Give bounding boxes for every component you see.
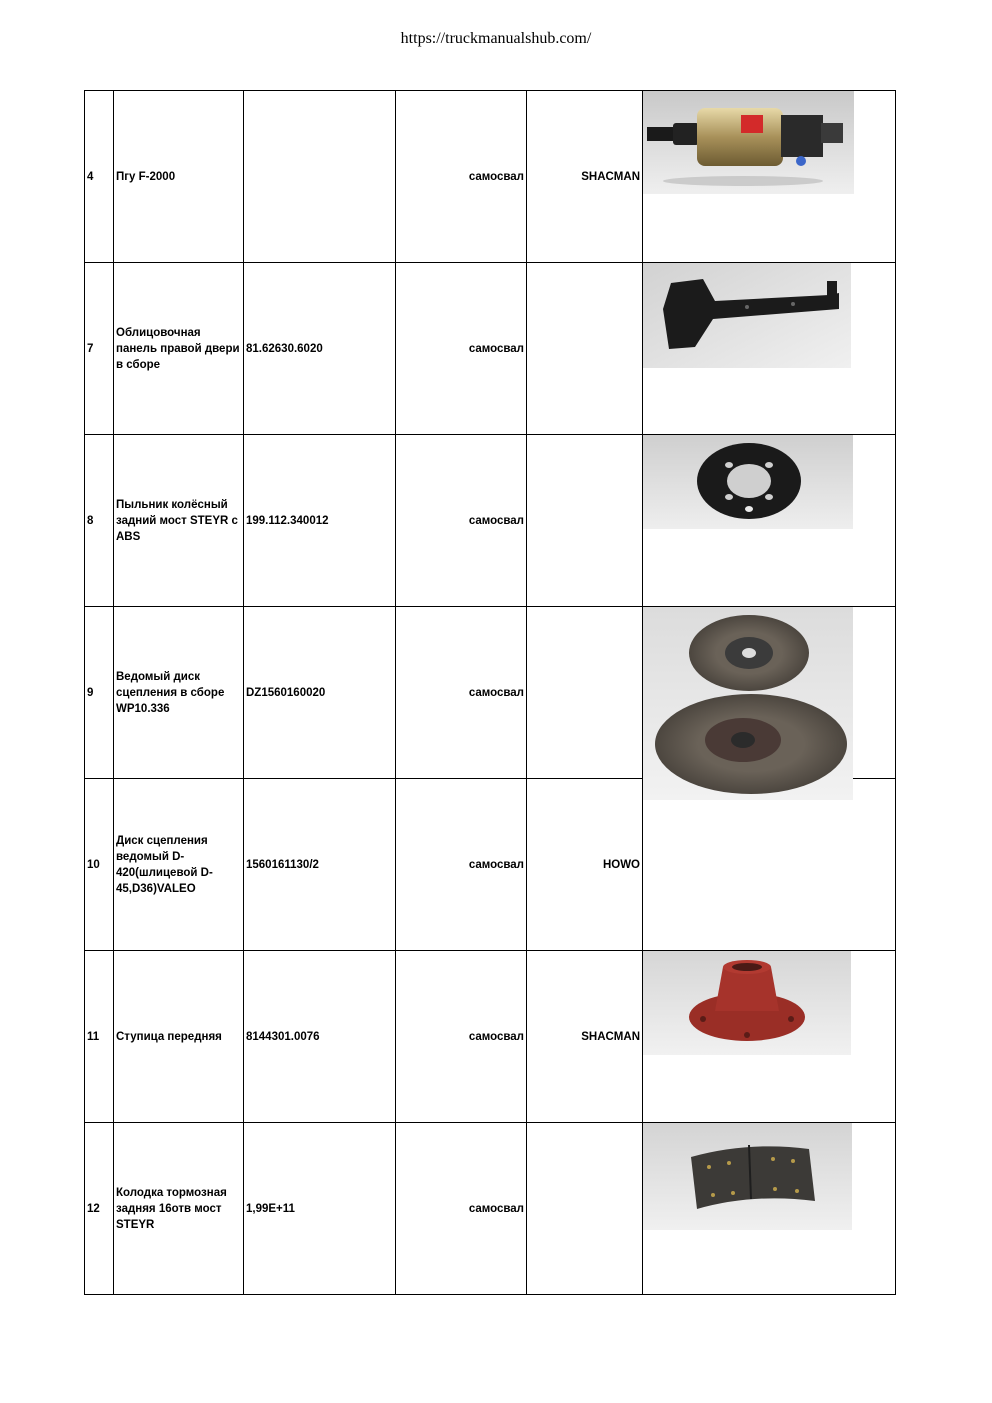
part-number: 1560161130/2 bbox=[244, 779, 396, 951]
table-row bbox=[85, 607, 896, 779]
table-row bbox=[85, 435, 896, 607]
part-name: Колодка тормозная задняя 16отв мост STEYR bbox=[114, 1123, 244, 1295]
row-number: 11 bbox=[85, 951, 114, 1123]
table-row bbox=[85, 779, 896, 951]
brand: HOWO bbox=[527, 779, 643, 951]
table-row bbox=[85, 91, 896, 263]
brand: SHACMAN bbox=[527, 951, 643, 1123]
image-cell bbox=[643, 1123, 896, 1295]
vehicle-type: самосвал bbox=[396, 435, 527, 607]
part-number: 81.62630.6020 bbox=[244, 263, 396, 435]
vehicle-type: самосвал bbox=[396, 607, 527, 779]
brand bbox=[527, 435, 643, 607]
row-number: 7 bbox=[85, 263, 114, 435]
vehicle-type: самосвал bbox=[396, 951, 527, 1123]
part-number: 199.112.340012 bbox=[244, 435, 396, 607]
clutch-disc-photo bbox=[643, 607, 853, 800]
image-cell bbox=[643, 607, 896, 779]
part-name: Облицовочная панель правой двери в сборе bbox=[114, 263, 244, 435]
row-number: 9 bbox=[85, 607, 114, 779]
vehicle-type: самосвал bbox=[396, 263, 527, 435]
image-cell bbox=[643, 263, 896, 435]
image-cell bbox=[643, 951, 896, 1123]
parts-table bbox=[84, 90, 896, 1295]
brand bbox=[527, 263, 643, 435]
dust-shield-photo bbox=[643, 435, 853, 529]
row-number: 4 bbox=[85, 91, 114, 263]
brake-shoe-photo bbox=[643, 1123, 852, 1230]
row-number: 8 bbox=[85, 435, 114, 607]
table-row bbox=[85, 263, 896, 435]
image-cell bbox=[643, 779, 896, 951]
door-panel-photo bbox=[643, 263, 851, 368]
brand bbox=[527, 1123, 643, 1295]
table-row bbox=[85, 1123, 896, 1295]
brand: SHACMAN bbox=[527, 91, 643, 263]
vehicle-type: самосвал bbox=[396, 1123, 527, 1295]
row-number: 12 bbox=[85, 1123, 114, 1295]
page-header-url: https://truckmanualshub.com/ bbox=[400, 30, 592, 47]
row-number: 10 bbox=[85, 779, 114, 951]
image-cell bbox=[643, 91, 896, 263]
part-name: Ступица передняя bbox=[114, 951, 244, 1123]
part-number: 8144301.0076 bbox=[244, 951, 396, 1123]
table-row bbox=[85, 951, 896, 1123]
image-cell bbox=[643, 435, 896, 607]
vehicle-type: самосвал bbox=[396, 91, 527, 263]
part-name: Пгу F-2000 bbox=[114, 91, 244, 263]
part-number: DZ1560160020 bbox=[244, 607, 396, 779]
vehicle-type: самосвал bbox=[396, 779, 527, 951]
clutch-booster-photo bbox=[643, 91, 854, 194]
part-name: Пыльник колёсный задний мост STEYR с ABS bbox=[114, 435, 244, 607]
part-number bbox=[244, 91, 396, 263]
part-name: Ведомый диск сцепления в сборе WP10.336 bbox=[114, 607, 244, 779]
part-name: Диск сцепления ведомый D-420(шлицевой D-45,D36)VALEO bbox=[114, 779, 244, 951]
brand bbox=[527, 607, 643, 779]
wheel-hub-photo bbox=[643, 951, 851, 1055]
part-number: 1,99E+11 bbox=[244, 1123, 396, 1295]
